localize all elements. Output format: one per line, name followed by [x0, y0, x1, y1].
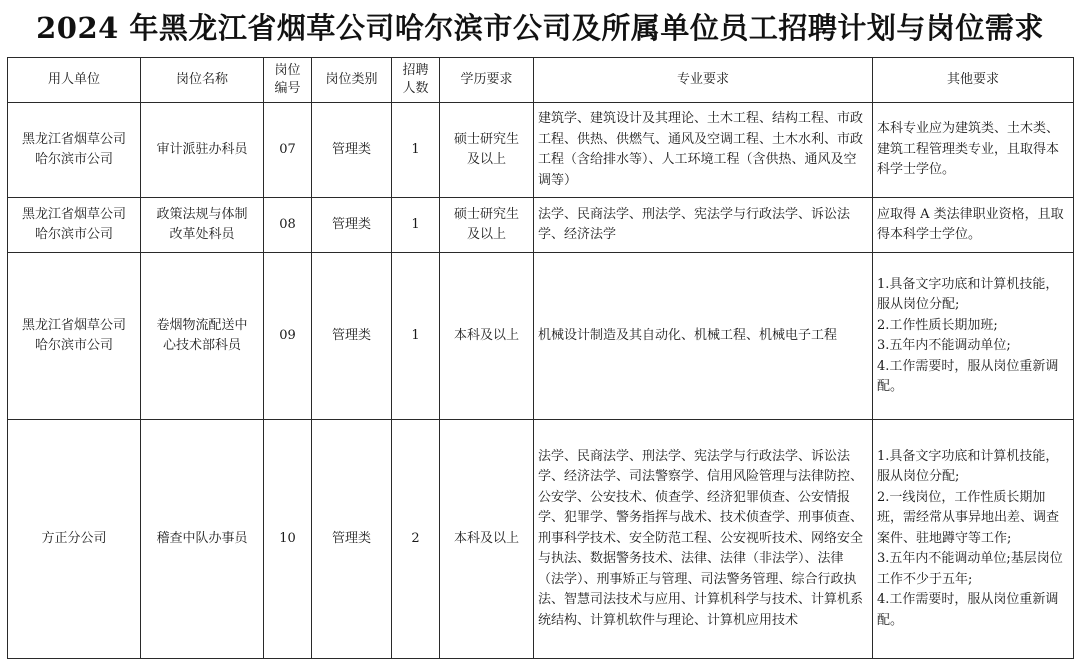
header-category: 岗位类别: [312, 58, 392, 103]
unit-cell: 黑龙江省烟草公司 哈尔滨市公司: [8, 198, 141, 253]
unit-cell: 方正分公司: [8, 420, 141, 659]
code-cell: 10: [264, 420, 312, 659]
position-cell: 卷烟物流配送中 心技术部科员: [141, 253, 264, 420]
header-other: 其他要求: [873, 58, 1074, 103]
major-cell: 机械设计制造及其自动化、机械工程、机械电子工程: [534, 253, 873, 420]
table-row: [8, 103, 1074, 198]
header-row: [8, 58, 1074, 103]
category-cell: 管理类: [312, 253, 392, 420]
major-cell: 建筑学、建筑设计及其理论、土木工程、结构工程、市政工程、供热、供燃气、通风及空调工程、土木水利、市政工程（含给排水等）、人工环境工程（含供热、通风及空调等）: [534, 103, 873, 198]
code-cell: 08: [264, 198, 312, 253]
major-cell: 法学、民商法学、刑法学、宪法学与行政法学、诉讼法学、经济法学: [534, 198, 873, 253]
header-major: 专业要求: [534, 58, 873, 103]
education-cell: 硕士研究生 及以上: [440, 103, 534, 198]
header-education: 学历要求: [440, 58, 534, 103]
major-cell: 法学、民商法学、刑法学、宪法学与行政法学、诉讼法学、经济法学、司法警察学、信用风险管理与法律防控、公安学、公安技术、侦查学、经济犯罪侦查、公安情报学、犯罪学、警务指挥与战术、技术侦查学、刑事侦查、刑事科学技术、安全防范工程、公安视听技术、网络安全与执法、数据警务技术、法律、法律（非法学）、法律（法学）、刑事矫正与管理、司法警务管理、综合行政执法、智慧司法技术与应用、计算机科学与技术、计算机系统结构、计算机软件与理论、计算机应用技术: [534, 420, 873, 659]
other-cell: 1.具备文字功底和计算机技能，服从岗位分配; 2.一线岗位，工作性质长期加班，需经常从事异地出差、调查案件、驻地蹲守等工作; 3.五年内不能调动单位;基层岗位工作不少于五年; 4.工作需要时，服从岗位重新调配。: [873, 420, 1074, 659]
count-cell: 1: [392, 198, 440, 253]
category-cell: 管理类: [312, 420, 392, 659]
category-cell: 管理类: [312, 198, 392, 253]
header-unit: 用人单位: [8, 58, 141, 103]
code-cell: 09: [264, 253, 312, 420]
position-cell: 政策法规与体制 改革处科员: [141, 198, 264, 253]
other-cell: 本科专业应为建筑类、土木类、建筑工程管理类专业，且取得本科学士学位。: [873, 103, 1074, 198]
header-position: 岗位名称: [141, 58, 264, 103]
count-cell: 1: [392, 253, 440, 420]
education-cell: 本科及以上: [440, 420, 534, 659]
recruitment-table: [7, 57, 1074, 659]
other-cell: 1.具备文字功底和计算机技能，服从岗位分配; 2.工作性质长期加班; 3.五年内不能调动单位; 4.工作需要时，服从岗位重新调配。: [873, 253, 1074, 420]
unit-cell: 黑龙江省烟草公司 哈尔滨市公司: [8, 103, 141, 198]
count-cell: 2: [392, 420, 440, 659]
education-cell: 硕士研究生 及以上: [440, 198, 534, 253]
table-row: [8, 198, 1074, 253]
code-cell: 07: [264, 103, 312, 198]
table-row: [8, 253, 1074, 420]
header-count: 招聘 人数: [392, 58, 440, 103]
unit-cell: 黑龙江省烟草公司 哈尔滨市公司: [8, 253, 141, 420]
category-cell: 管理类: [312, 103, 392, 198]
position-cell: 稽查中队办事员: [141, 420, 264, 659]
page-title: 2024 年黑龙江省烟草公司哈尔滨市公司及所属单位员工招聘计划与岗位需求: [36, 10, 1044, 45]
other-cell: 应取得 A 类法律职业资格，且取得本科学士学位。: [873, 198, 1074, 253]
count-cell: 1: [392, 103, 440, 198]
table-row: [8, 420, 1074, 659]
education-cell: 本科及以上: [440, 253, 534, 420]
position-cell: 审计派驻办科员: [141, 103, 264, 198]
header-code: 岗位 编号: [264, 58, 312, 103]
